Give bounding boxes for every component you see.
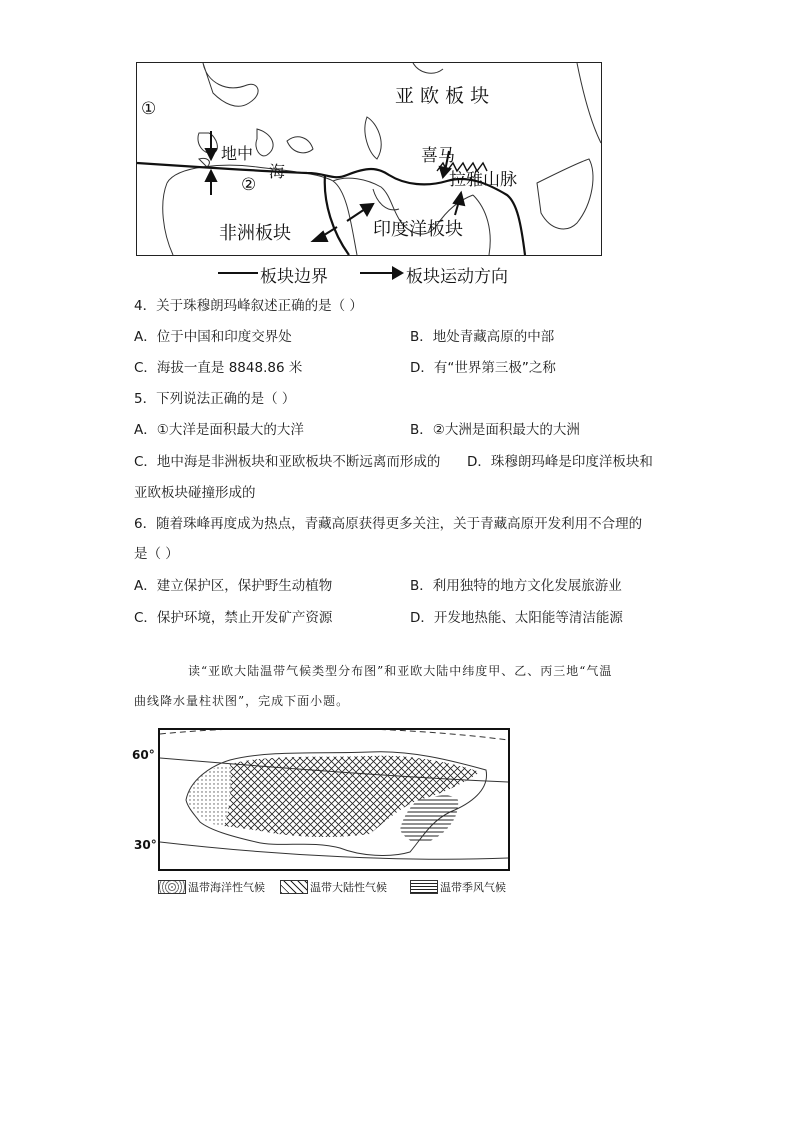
plate-map-drawing <box>137 63 601 255</box>
legend-monsoon-label: 温带季风气候 <box>440 881 506 894</box>
intro-line-1: 读“亚欧大陆温带气候类型分布图”和亚欧大陆中纬度甲、乙、丙三地“气温 <box>188 664 613 678</box>
climate-legend <box>158 878 518 894</box>
motion-arrow-symbol <box>360 272 394 274</box>
question-6-option-c: C．保护环境，禁止开发矿产资源 <box>134 610 333 626</box>
question-6-option-a: A．建立保护区，保护野生动植物 <box>134 578 333 594</box>
label-indian-plate: 印度洋板块 <box>373 219 463 240</box>
question-4-option-b: B．地处青藏高原的中部 <box>410 329 555 345</box>
label-eurasian-plate: 亚 欧 板 块 <box>395 85 490 107</box>
label-mediterranean-part1: 地中 <box>221 144 254 163</box>
monsoon-swatch <box>410 880 438 894</box>
question-5-option-d-cont: 亚欧板块碰撞形成的 <box>134 485 256 501</box>
question-5-option-a: A．①大洋是面积最大的大洋 <box>134 422 304 438</box>
climate-map <box>158 728 510 871</box>
latitude-60-label: 60° <box>132 748 155 762</box>
question-4-option-d: D．有“世界第三极”之称 <box>410 360 556 376</box>
label-continent-2: ② <box>241 175 257 195</box>
label-himalaya-part2: 拉雅山脉 <box>449 170 517 190</box>
question-5-stem: 5．下列说法正确的是（ ） <box>134 391 296 407</box>
intro-line-2: 曲线降水量柱状图”，完成下面小题。 <box>134 694 350 708</box>
plate-map <box>136 62 602 256</box>
legend-continental-label: 温带大陆性气候 <box>310 881 387 894</box>
label-mediterranean-part2: 海 <box>269 162 286 181</box>
continental-swatch <box>280 880 308 894</box>
latitude-30-label: 30° <box>134 838 157 852</box>
legend-oceanic-label: 温带海洋性气候 <box>188 881 265 894</box>
question-5-option-c: C．地中海是非洲板块和亚欧板块不断远离而形成的 <box>134 454 441 470</box>
climate-map-drawing <box>160 730 508 869</box>
label-ocean-1: ① <box>141 99 157 119</box>
question-6-stem: 6．随着珠峰再度成为热点，青藏高原获得更多关注，关于青藏高原开发利用不合理的 <box>134 516 643 532</box>
legend-boundary-label: 板块边界 <box>260 267 328 287</box>
question-4-option-a: A．位于中国和印度交界处 <box>134 329 292 345</box>
label-himalaya-part1: 喜马 <box>421 146 455 166</box>
question-6-option-d: D．开发地热能、太阳能等清洁能源 <box>410 610 623 626</box>
arrow-head-icon <box>392 266 404 280</box>
question-4-option-c: C．海拔一直是 8848.86 米 <box>134 360 303 376</box>
question-6-option-b: B．利用独特的地方文化发展旅游业 <box>410 578 622 594</box>
question-4-stem: 4．关于珠穆朗玛峰叙述正确的是（ ） <box>134 298 363 314</box>
boundary-line-symbol <box>218 272 258 274</box>
oceanic-swatch <box>158 880 186 894</box>
legend-motion-label: 板块运动方向 <box>406 267 508 287</box>
question-5-option-b: B．②大洲是面积最大的大洲 <box>410 422 580 438</box>
question-5-option-d: D．珠穆朗玛峰是印度洋板块和 <box>467 454 653 470</box>
label-african-plate: 非洲板块 <box>219 223 291 244</box>
question-6-stem-cont: 是（ ） <box>134 546 179 562</box>
